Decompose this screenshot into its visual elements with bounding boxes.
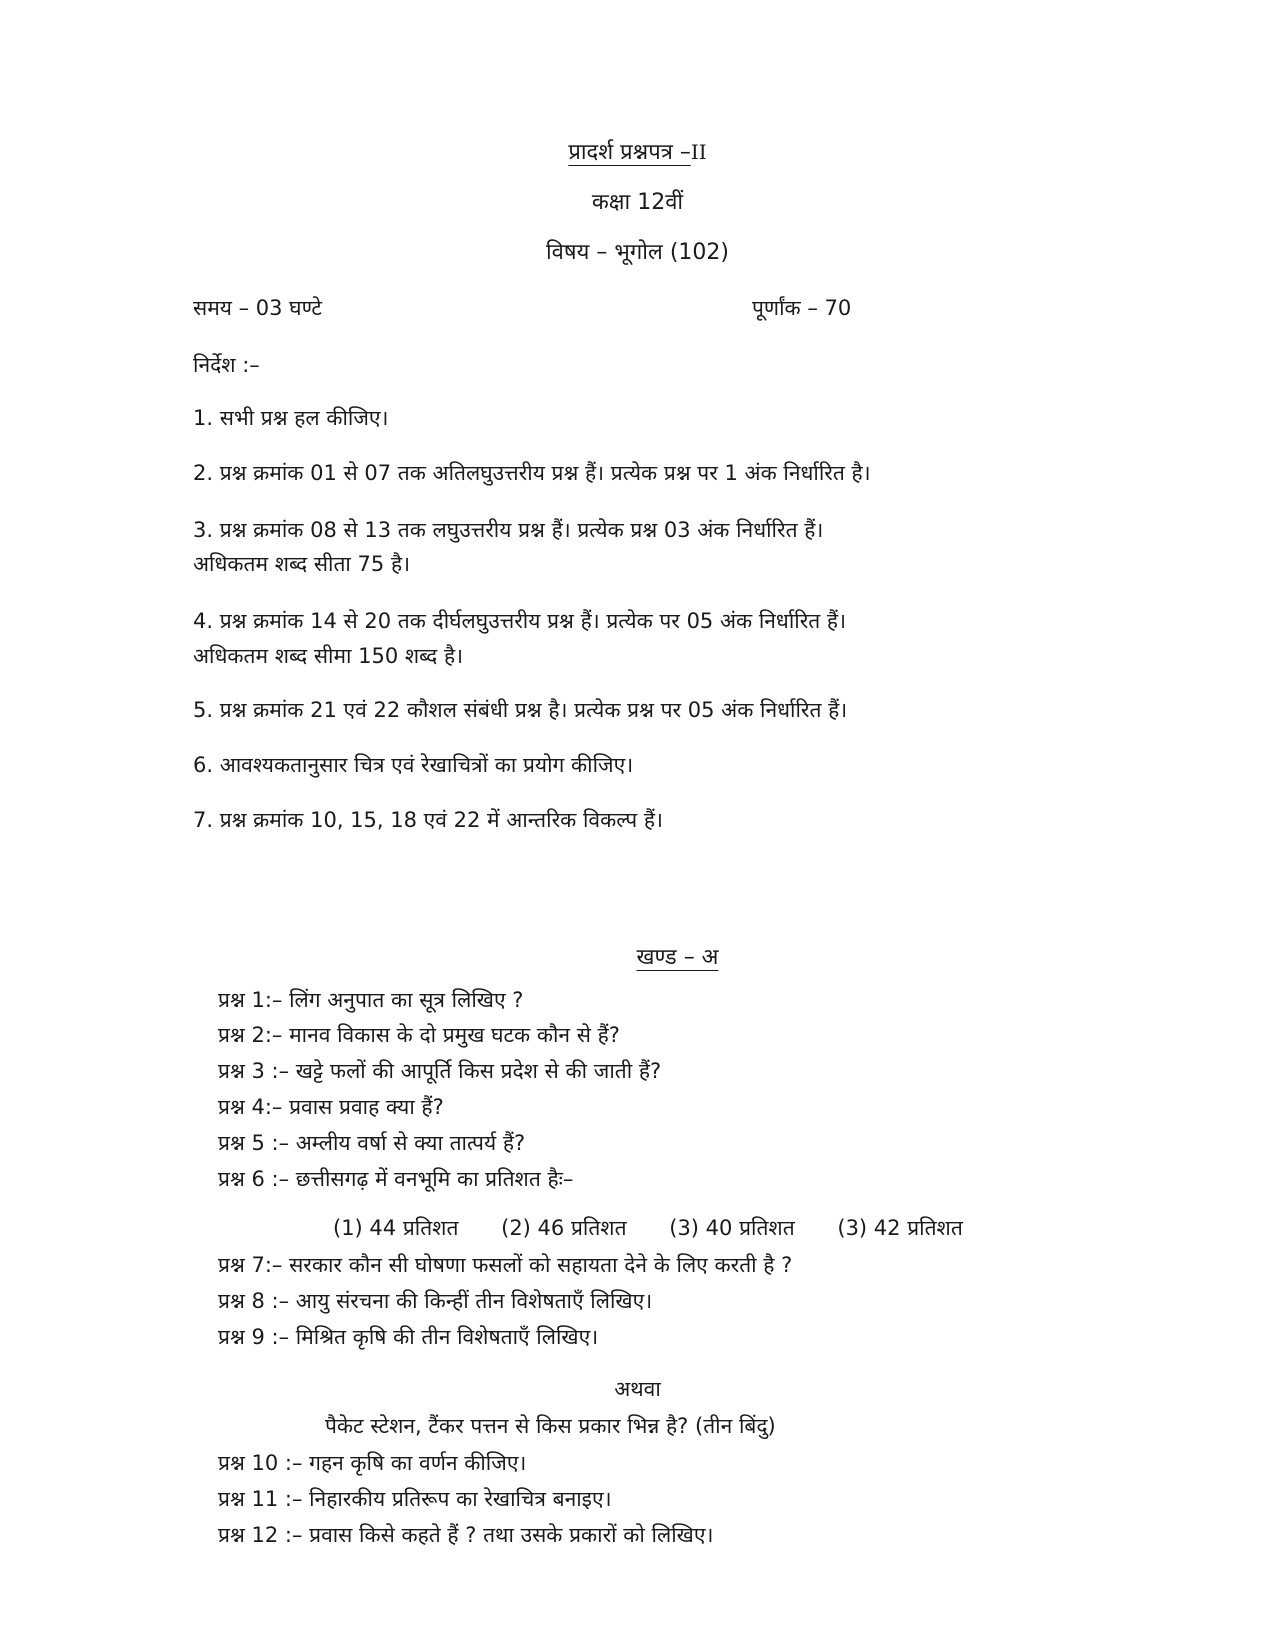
instruction-item: 5. प्रश्न क्रमांक 21 एवं 22 कौशल संबंधी प्रश्न है। प्रत्येक प्रश्न पर 05 अंक निर्धारित हैं। xyxy=(193,698,848,722)
question-4: प्रश्न 4:– प्रवास प्रवाह क्या हैं? xyxy=(218,1095,444,1119)
option-4: (3) 42 प्रतिशत xyxy=(837,1216,963,1240)
instruction-item: 2. प्रश्न क्रमांक 01 से 07 तक अतिलघुउत्तरीय प्रश्न हैं। प्रत्येक प्रश्न पर 1 अंक निर्धारित है। xyxy=(193,461,871,485)
max-marks: पूर्णांक – 70 xyxy=(752,296,852,320)
instruction-item: अधिकतम शब्द सीमा 150 शब्द है। xyxy=(193,644,464,668)
question-1: प्रश्न 1:– लिंग अनुपात का सूत्र लिखिए ? xyxy=(218,988,524,1012)
paper-number: II xyxy=(690,140,707,164)
question-3: प्रश्न 3 :– खट्टे फलों की आपूर्ति किस प्रदेश से की जाती हैं? xyxy=(218,1059,662,1083)
option-1: (1) 44 प्रतिशत xyxy=(333,1216,459,1240)
question-6: प्रश्न 6 :– छत्तीसगढ़ में वनभूमि का प्रतिशत हैः– xyxy=(218,1167,574,1191)
instruction-item: 7. प्रश्न क्रमांक 10, 15, 18 एवं 22 में आन्तरिक विकल्प हैं। xyxy=(193,808,663,832)
question-5: प्रश्न 5 :– अम्लीय वर्षा से क्या तात्पर्य हैं? xyxy=(218,1131,526,1155)
question-6-options xyxy=(333,1214,999,1242)
class-label: कक्षा 12वीं xyxy=(591,190,684,215)
instruction-item: अधिकतम शब्द सीता 75 है। xyxy=(193,552,411,576)
question-8: प्रश्न 8 :– आयु संरचना की किन्हीं तीन विशेषताएँ लिखिए। xyxy=(218,1289,653,1313)
question-2: प्रश्न 2:– मानव विकास के दो प्रमुख घटक कौन से हैं? xyxy=(218,1023,620,1047)
instruction-item: 6. आवश्यकतानुसार चित्र एवं रेखाचित्रों का प्रयोग कीजिए। xyxy=(193,753,634,777)
instruction-item: 3. प्रश्न क्रमांक 08 से 13 तक लघुउत्तरीय प्रश्न हैं। प्रत्येक प्रश्न 03 अंक निर्धारित हैं। xyxy=(193,518,824,542)
question-10: प्रश्न 10 :– गहन कृषि का वर्णन कीजिए। xyxy=(218,1451,527,1475)
option-3: (3) 40 प्रतिशत xyxy=(669,1216,795,1240)
exam-time: समय – 03 घण्टे xyxy=(193,296,322,320)
paper-title xyxy=(0,136,1275,166)
instruction-item: 4. प्रश्न क्रमांक 14 से 20 तक दीर्घलघुउत्तरीय प्रश्न हैं। प्रत्येक पर 05 अंक निर्धारित हैं। xyxy=(193,609,847,633)
question-9-alternative: पैकेट स्टेशन, टैंकर पत्तन से किस प्रकार भिन्न है? (तीन बिंदु) xyxy=(325,1414,776,1438)
subject-label: विषय – भूगोल (102) xyxy=(545,240,729,265)
or-label: अथवा xyxy=(614,1377,661,1401)
paper-title-text: प्रादर्श प्रश्नपत्र – xyxy=(568,140,691,165)
instructions-heading: निर्देश :– xyxy=(193,353,260,377)
question-11: प्रश्न 11 :– निहारकीय प्रतिरूप का रेखाचित्र बनाइए। xyxy=(218,1487,612,1511)
question-9: प्रश्न 9 :– मिश्रित कृषि की तीन विशेषताएँ लिखिए। xyxy=(218,1325,599,1349)
section-title xyxy=(0,941,1275,971)
section-title-text: खण्ड – अ xyxy=(636,945,719,970)
question-7: प्रश्न 7:– सरकार कौन सी घोषणा फसलों को सहायता देने के लिए करती है ? xyxy=(218,1253,793,1277)
instruction-item: 1. सभी प्रश्न हल कीजिए। xyxy=(193,406,389,430)
question-12: प्रश्न 12 :– प्रवास किसे कहते हैं ? तथा उसके प्रकारों को लिखिए। xyxy=(218,1523,714,1547)
option-2: (2) 46 प्रतिशत xyxy=(501,1216,627,1240)
